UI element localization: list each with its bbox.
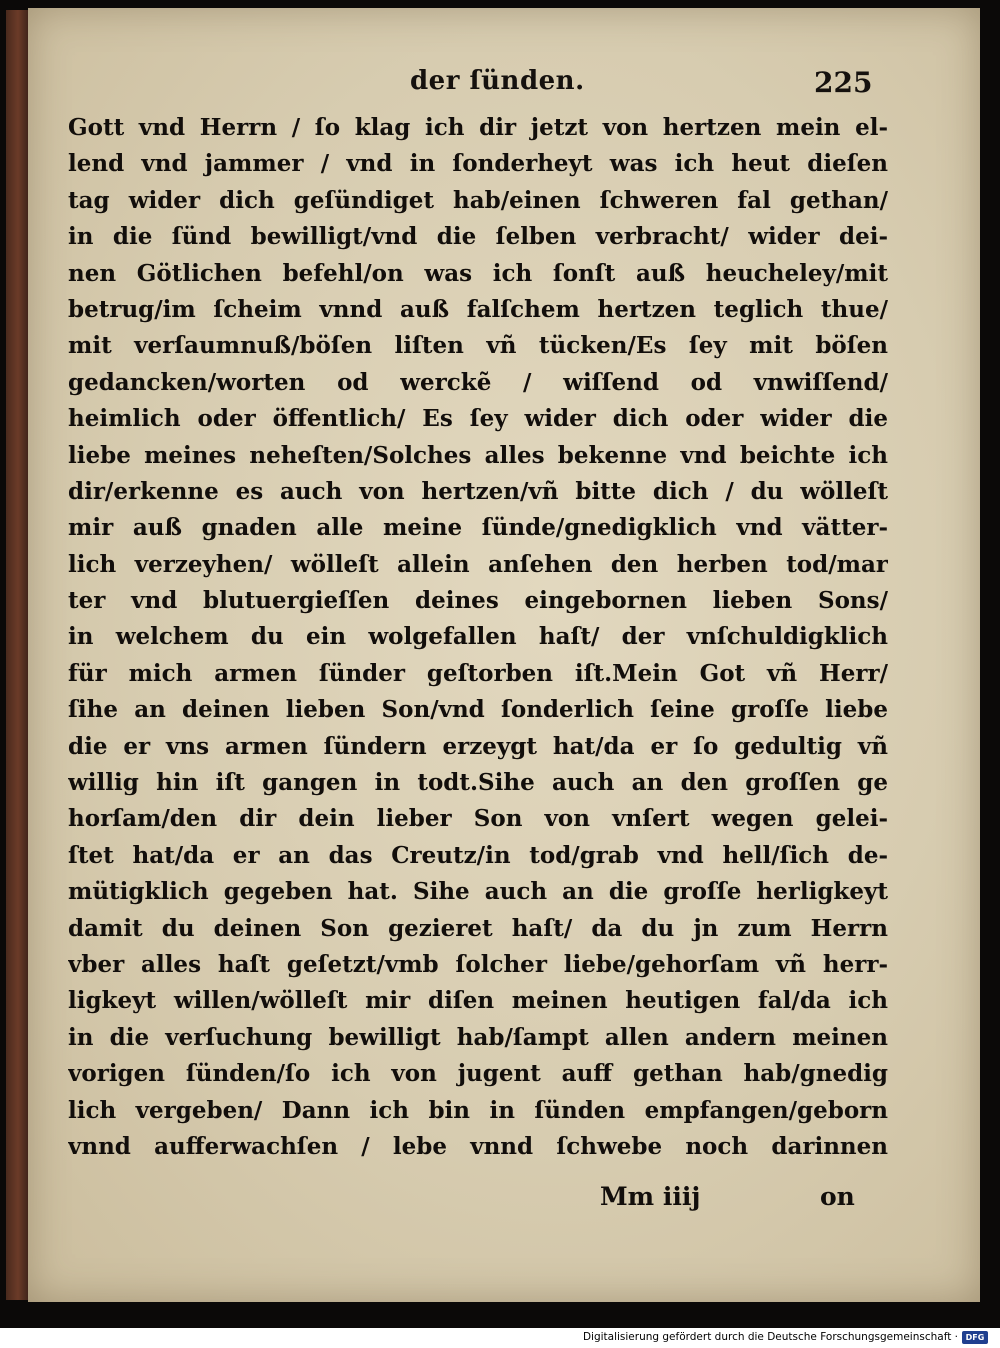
- text-line: willig hin iſt gangen in todt.Sihe auch an den groſſen ge: [68, 769, 888, 797]
- text-line: Gott vnd Herrn / ſo klag ich dir jetzt von hertzen mein el-: [68, 114, 888, 141]
- text-line: lend vnd jammer / vnd in ſonderheyt was ich heut dieſen: [68, 150, 888, 178]
- running-head: [28, 66, 980, 106]
- signature-mark: Mm iiij: [600, 1182, 701, 1211]
- book-binding-edge: [6, 10, 30, 1300]
- text-line: lich verzeyhen/ wölleſt allein anſehen den herben tod/mar: [68, 550, 888, 578]
- signature-line: [600, 1182, 900, 1222]
- text-line: dir/erkenne es auch von hertzen/vñ bitte dich / du wölleſt: [68, 477, 888, 505]
- text-line: die er vns armen ſündern erzeygt hat/da er ſo gedultig vñ: [68, 732, 888, 760]
- text-line: ligkeyt willen/wölleſt mir diſen meinen heutigen fal/da ich: [68, 987, 888, 1015]
- text-line: liebe meines neheſten/Solches alles bekenne vnd beichte ich: [68, 441, 888, 469]
- text-line: horſam/den dir dein lieber Son von vnſert wegen gelei-: [68, 805, 888, 833]
- text-line: nen Götlichen befehl/on was ich ſonſt auß heucheley/mit: [68, 259, 888, 287]
- body-text: [68, 110, 888, 1165]
- text-line: mir auß gnaden alle meine ſünde/gnedigklich vnd vätter-: [68, 514, 888, 542]
- text-line: für mich armen ſünder geſtorben iſt.Mein Got vñ Herr/: [68, 659, 888, 687]
- text-line: lich vergeben/ Dann ich bin in ſünden empfangen/geborn: [68, 1096, 888, 1124]
- text-line: tag wider dich geſündiget hab/einen ſchweren fal gethan/: [68, 186, 888, 214]
- funding-credit: Digitalisierung gefördert durch die Deutsche Forschungsgemeinschaft ·: [582, 1331, 958, 1343]
- text-line: ſtet hat/da er an das Creutz/in tod/grab vnd hell/ſich de-: [68, 841, 888, 869]
- text-line: mütigklich gegeben hat. Sihe auch an die groſſe herligkeyt: [68, 878, 888, 906]
- book-page: [28, 8, 980, 1302]
- text-line: gedancken/worten od werckẽ / wiſſend od vnwiſſend/: [68, 368, 888, 396]
- text-line: vnnd aufferwachſen / lebe vnnd ſchwebe noch darinnen: [68, 1132, 888, 1160]
- text-line: betrug/im ſcheim vnnd auß falſchem hertzen teglich thue/: [68, 295, 888, 323]
- text-line: vorigen ſünden/ſo ich von jugent auff gethan hab/gnedig: [68, 1060, 888, 1088]
- running-head-title: der ſünden.: [410, 66, 585, 96]
- text-line: ter vnd blutuergieſſen deines eingebornen lieben Sons/: [68, 587, 888, 615]
- dfg-logo: DFG: [962, 1331, 988, 1344]
- page-number: 225: [814, 66, 873, 99]
- catchword: on: [820, 1182, 855, 1211]
- text-line: damit du deinen Son gezieret haſt/ da du jn zum Herrn: [68, 914, 888, 942]
- text-line: mit verſaumnuß/böſen liſten vñ tücken/Es ſey mit böſen: [68, 332, 888, 360]
- text-line: in welchem du ein wolgefallen haſt/ der vnſchuldigklich: [68, 623, 888, 651]
- text-line: heimlich oder öffentlich/ Es ſey wider dich oder wider die: [68, 405, 888, 433]
- footer-bar: [0, 1328, 1000, 1348]
- text-line: in die ſünd bewilligt/vnd die ſelben verbracht/ wider dei-: [68, 223, 888, 251]
- text-line: vber alles haſt geſetzt/vmb ſolcher liebe/gehorſam vñ herr-: [68, 950, 888, 978]
- text-line: in die verſuchung bewilligt hab/ſampt allen andern meinen: [68, 1023, 888, 1051]
- text-line: ſihe an deinen lieben Son/vnd ſonderlich ſeine groſſe liebe: [68, 696, 888, 724]
